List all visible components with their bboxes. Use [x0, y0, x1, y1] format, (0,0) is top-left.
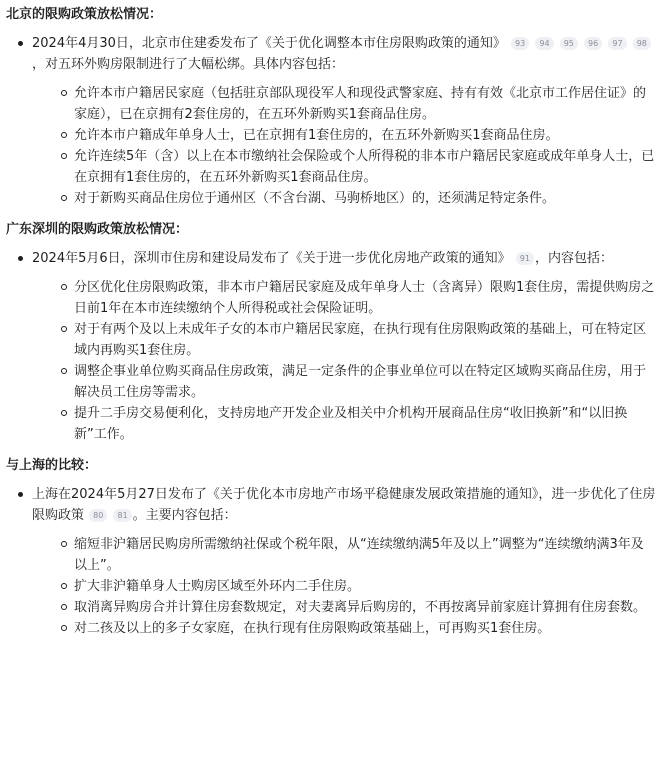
- beijing-list: [6, 33, 656, 209]
- section-heading-beijing: 北京的限购政策放松情况：: [6, 7, 163, 22]
- beijing-sublist: [32, 83, 656, 209]
- intro-text: 2024年5月6日，深圳市住房和建设局发布了《关于进一步优化房地产政策的通知》: [32, 251, 511, 266]
- citation-badge[interactable]: 96: [584, 37, 602, 50]
- sub-list-item: 分区优化住房限购政策，非本市户籍居民家庭及成年单身人士（含离异）限购1套住房，需提供购房之日前1年在本市连续缴纳个人所得税或社会保险证明。: [32, 277, 656, 319]
- list-item: [6, 33, 656, 209]
- citation-badge[interactable]: 98: [633, 37, 651, 50]
- shenzhen-list: [6, 248, 656, 445]
- citation-badge[interactable]: 94: [535, 37, 553, 50]
- sub-list-item: 允许本市户籍居民家庭（包括驻京部队现役军人和现役武警家庭、持有有效《北京市工作居住证》的家庭），已在京拥有2套住房的，在五环外新购买1套商品住房。: [32, 83, 656, 125]
- sub-list-item: 对二孩及以上的多子女家庭，在执行现有住房限购政策基础上，可再购买1套住房。: [32, 618, 656, 639]
- shanghai-sublist: [32, 534, 656, 639]
- sub-list-item: 对于有两个及以上未成年子女的本市户籍居民家庭，在执行现有住房限购政策的基础上，可在特定区域内再购买1套住房。: [32, 319, 656, 361]
- sub-list-item: 对于新购买商品住房位于通州区（不含台湖、马驹桥地区）的，还须满足特定条件。: [32, 188, 656, 209]
- section-heading-shenzhen: 广东深圳的限购政策放松情况：: [6, 222, 189, 237]
- shanghai-list: [6, 484, 656, 639]
- sub-list-item: 调整企事业单位购买商品住房政策，满足一定条件的企事业单位可以在特定区域购买商品住房，用于解决员工住房等需求。: [32, 361, 656, 403]
- sub-list-item: 提升二手房交易便利化，支持房地产开发企业及相关中介机构开展商品住房“收旧换新”和“以旧换新”工作。: [32, 403, 656, 445]
- citation-badge[interactable]: 91: [516, 252, 534, 265]
- citation-badge[interactable]: 81: [113, 509, 131, 522]
- list-item: [6, 248, 656, 445]
- intro-tail: 。主要内容包括：: [132, 508, 237, 523]
- sub-list-item: 缩短非沪籍居民购房所需缴纳社保或个税年限，从“连续缴纳满5年及以上”调整为“连续缴纳满3年及以上”。: [32, 534, 656, 576]
- sub-list-item: 允许连续5年（含）以上在本市缴纳社会保险或个人所得税的非本市户籍居民家庭或成年单身人士，已在京拥有1套住房的，在五环外新购买1套商品住房。: [32, 146, 656, 188]
- section-heading-shanghai: 与上海的比较：: [6, 458, 98, 473]
- citation-badge[interactable]: 95: [560, 37, 578, 50]
- sub-list-item: 允许本市户籍成年单身人士，已在京拥有1套住房的，在五环外新购买1套商品住房。: [32, 125, 656, 146]
- intro-tail: ，内容包括：: [534, 251, 613, 266]
- intro-text: 上海在2024年5月27日发布了《关于优化本市房地产市场平稳健康发展政策措施的通知》，进一步优化了住房限购政策: [32, 487, 656, 523]
- intro-tail: ，对五环外购房限制进行了大幅松绑。具体内容包括：: [32, 57, 345, 72]
- sub-list-item: 扩大非沪籍单身人士购房区域至外环内二手住房。: [32, 576, 656, 597]
- shenzhen-sublist: [32, 277, 656, 445]
- citation-badge[interactable]: 93: [511, 37, 529, 50]
- sub-list-item: 取消离异购房合并计算住房套数规定，对夫妻离异后购房的，不再按离异前家庭计算拥有住房套数。: [32, 597, 656, 618]
- citation-badge[interactable]: 80: [89, 509, 107, 522]
- list-item: [6, 484, 656, 639]
- citation-badge[interactable]: 97: [608, 37, 626, 50]
- intro-text: 2024年4月30日，北京市住建委发布了《关于优化调整本市住房限购政策的通知》: [32, 36, 506, 51]
